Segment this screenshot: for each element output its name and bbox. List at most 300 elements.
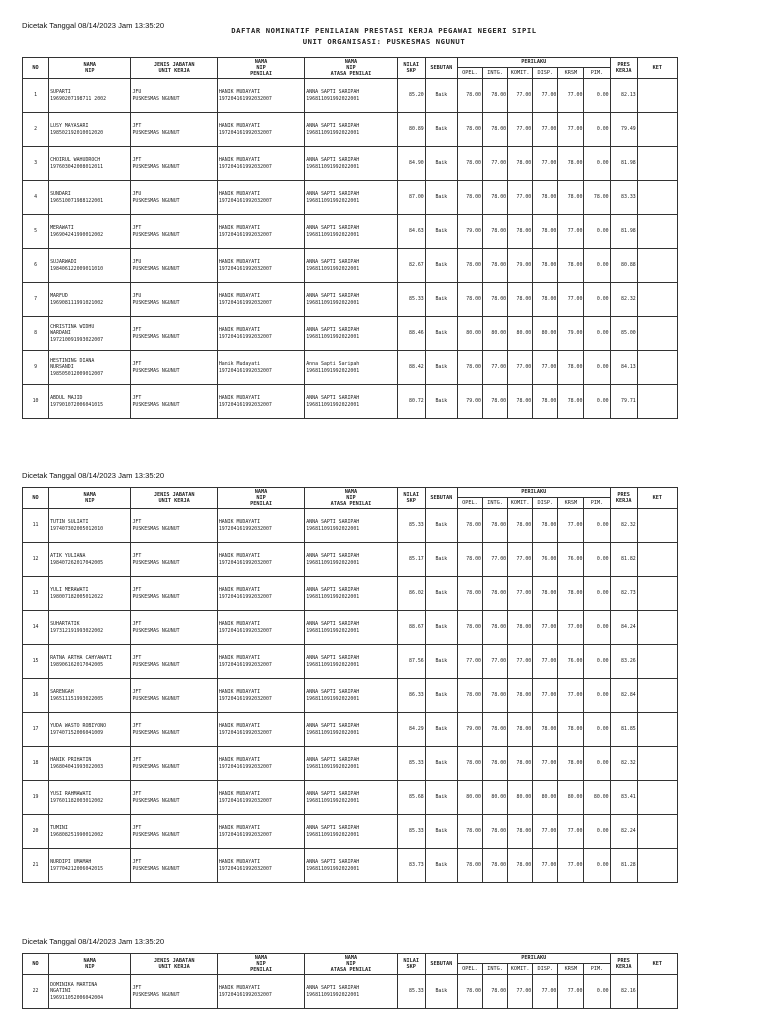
cell-krsm: 76.00 <box>558 645 584 679</box>
cell-ket <box>637 781 677 815</box>
cell-line: JFU <box>132 293 142 300</box>
table-row <box>23 611 678 645</box>
cell-opel: 78.00 <box>457 283 482 317</box>
col-header-sebutan: SEBUTAN <box>425 58 457 79</box>
cell-skp: 85.17 <box>397 543 425 577</box>
cell-komit: 80.00 <box>508 781 533 815</box>
cell-intg: 77.00 <box>483 543 508 577</box>
cell-line: 197204161992032007 <box>218 763 272 770</box>
cell-intg: 78.00 <box>483 747 508 781</box>
cell-ket <box>637 351 677 385</box>
cell-komit: 77.00 <box>508 577 533 611</box>
cell-pres: 79.49 <box>610 113 637 147</box>
cell-line: ATIK YULIANA <box>50 553 86 560</box>
cell-no: 12 <box>23 543 49 577</box>
cell-line: 198505012009012007 <box>50 370 104 377</box>
cell-line: MERAWATI <box>50 225 74 232</box>
cell-atasan <box>305 543 397 577</box>
cell-no: 13 <box>23 577 49 611</box>
col-header-nama <box>49 954 131 975</box>
cell-line: HANIK MUDAYATI <box>218 327 261 334</box>
cell-line: 196811091992022001 <box>306 831 360 838</box>
col-header-perilaku: PERILAKU <box>457 58 610 68</box>
cell-nama <box>49 351 131 385</box>
cell-ket <box>637 509 677 543</box>
cell-sebutan: Baik <box>425 147 457 181</box>
cell-pres: 81.28 <box>610 849 637 883</box>
cell-line: PUSKESMAS NGUNUT <box>132 797 180 804</box>
cell-nama <box>49 781 131 815</box>
cell-penilai <box>217 747 304 781</box>
cell-ket <box>637 181 677 215</box>
header-text: PRES <box>617 61 630 68</box>
col-header-opel: OPEL. <box>457 964 482 975</box>
cell-krsm: 78.00 <box>558 577 584 611</box>
cell-krsm: 78.00 <box>558 351 584 385</box>
cell-line: HANIK MUDAYATI <box>218 621 261 628</box>
cell-komit: 78.00 <box>508 385 533 419</box>
header-text: PRES <box>617 491 630 498</box>
cell-jenis <box>131 351 217 385</box>
cell-line: HANIK MUDAYATI <box>218 293 261 300</box>
cell-nama <box>49 181 131 215</box>
cell-line: RATNA ARTHA CAHYAWATI <box>50 655 112 662</box>
col-header-disp: DISP. <box>533 498 558 509</box>
cell-ket <box>637 849 677 883</box>
cell-line: 198007182005012022 <box>50 593 104 600</box>
cell-krsm: 77.00 <box>558 113 584 147</box>
header-text: NIP <box>85 498 95 504</box>
cell-opel: 78.00 <box>457 747 482 781</box>
cell-no: 7 <box>23 283 49 317</box>
cell-komit: 78.00 <box>508 713 533 747</box>
cell-line: PUSKESMAS NGUNUT <box>132 129 180 136</box>
cell-jenis <box>131 147 217 181</box>
cell-skp: 85.33 <box>397 815 425 849</box>
cell-disp: 77.00 <box>533 815 558 849</box>
cell-sebutan: Baik <box>425 975 457 1009</box>
cell-ket <box>637 577 677 611</box>
cell-nama <box>49 577 131 611</box>
header-text: NIP <box>346 494 356 501</box>
cell-komit: 78.00 <box>508 679 533 713</box>
print-stamp: Dicetak Tanggal 08/14/2023 Jam 13:35:20 <box>22 21 165 30</box>
col-header-pres-kerja <box>610 58 637 79</box>
header-text: JENIS JABATAN <box>153 61 195 68</box>
cell-skp: 80.89 <box>397 113 425 147</box>
cell-jenis <box>131 317 217 351</box>
cell-opel: 78.00 <box>457 679 482 713</box>
cell-no: 5 <box>23 215 49 249</box>
cell-komit: 78.00 <box>508 849 533 883</box>
cell-krsm: 77.00 <box>558 849 584 883</box>
cell-krsm: 77.00 <box>558 815 584 849</box>
cell-line: 197704212006042015 <box>50 865 104 872</box>
cell-disp: 78.00 <box>533 509 558 543</box>
cell-opel: 80.00 <box>457 317 482 351</box>
cell-disp: 77.00 <box>533 147 558 181</box>
cell-no: 15 <box>23 645 49 679</box>
cell-line: HANIK MUDAYATI <box>218 791 261 798</box>
cell-line: JFT <box>132 859 142 866</box>
header-text: NIP <box>256 960 266 967</box>
cell-nama <box>49 113 131 147</box>
col-header-no: NO <box>23 488 49 509</box>
cell-opel: 78.00 <box>457 577 482 611</box>
cell-komit: 78.00 <box>508 747 533 781</box>
table-row <box>23 147 678 181</box>
cell-line: 196811091992022001 <box>306 265 360 272</box>
cell-disp: 78.00 <box>533 181 558 215</box>
cell-no: 8 <box>23 317 49 351</box>
cell-line: JFT <box>132 655 142 662</box>
cell-penilai <box>217 611 304 645</box>
cell-pres: 82.24 <box>610 815 637 849</box>
cell-krsm: 77.00 <box>558 79 584 113</box>
cell-line: 197204161992032007 <box>218 865 272 872</box>
cell-pres: 81.98 <box>610 215 637 249</box>
cell-line: ANNA SAPTI SARIPAH <box>306 123 360 130</box>
cell-atasan <box>305 181 397 215</box>
cell-disp: 78.00 <box>533 283 558 317</box>
cell-no: 20 <box>23 815 49 849</box>
cell-krsm: 80.00 <box>558 781 584 815</box>
cell-skp: 85.33 <box>397 283 425 317</box>
cell-nama <box>49 679 131 713</box>
cell-line: ANNA SAPTI SARIPAH <box>306 259 360 266</box>
cell-nama <box>49 79 131 113</box>
cell-line: PUSKESMAS NGUNUT <box>132 661 180 668</box>
cell-line: PUSKESMAS NGUNUT <box>132 231 180 238</box>
cell-ket <box>637 283 677 317</box>
col-header-penilai <box>217 58 304 79</box>
cell-komit: 77.00 <box>508 181 533 215</box>
cell-skp: 82.67 <box>397 249 425 283</box>
cell-pim: 0.00 <box>584 645 610 679</box>
header-text: NILAI <box>403 491 420 498</box>
cell-jenis <box>131 975 217 1009</box>
col-header-perilaku: PERILAKU <box>457 954 610 964</box>
table-row <box>23 181 678 215</box>
cell-line: CHRISTINA WIDHU <box>50 324 95 331</box>
cell-krsm: 78.00 <box>558 713 584 747</box>
cell-line: 196811091992022001 <box>306 763 360 770</box>
cell-pim: 0.00 <box>584 385 610 419</box>
cell-line: JFT <box>132 689 142 696</box>
header-text: PRES <box>617 957 630 964</box>
cell-line: 196811091992022001 <box>306 401 360 408</box>
cell-penilai <box>217 181 304 215</box>
cell-line: HANIK MUDAYATI <box>218 689 261 696</box>
cell-pim: 0.00 <box>584 215 610 249</box>
cell-line: HANIK MUDAYATI <box>218 757 261 764</box>
col-header-jenis-jabatan <box>131 58 217 79</box>
col-header-krsm: KRSM <box>558 964 584 975</box>
cell-pim: 0.00 <box>584 577 610 611</box>
cell-pim: 0.00 <box>584 713 610 747</box>
cell-intg: 78.00 <box>483 249 508 283</box>
cell-penilai <box>217 577 304 611</box>
cell-komit: 77.00 <box>508 351 533 385</box>
cell-intg: 78.00 <box>483 975 508 1009</box>
cell-line: 197204161992032007 <box>218 831 272 838</box>
cell-line: PUSKESMAS NGUNUT <box>132 559 180 566</box>
cell-line: 197204161992032007 <box>218 197 272 204</box>
col-header-sebutan: SEBUTAN <box>425 954 457 975</box>
cell-pim: 0.00 <box>584 747 610 781</box>
cell-line: 197204161992032007 <box>218 265 272 272</box>
cell-line: HANIK PRIHATIN <box>50 757 92 764</box>
cell-pim: 80.00 <box>584 781 610 815</box>
col-header-no: NO <box>23 58 49 79</box>
cell-line: LUSY MAYASARI <box>50 123 89 130</box>
table-row <box>23 283 678 317</box>
cell-skp: 85.20 <box>397 79 425 113</box>
cell-krsm: 77.00 <box>558 215 584 249</box>
cell-opel: 79.00 <box>457 713 482 747</box>
cell-sebutan: Baik <box>425 577 457 611</box>
cell-intg: 78.00 <box>483 215 508 249</box>
cell-pres: 82.32 <box>610 747 637 781</box>
cell-line: WARDANI <box>50 330 71 337</box>
cell-intg: 77.00 <box>483 351 508 385</box>
col-header-krsm: KRSM <box>558 498 584 509</box>
cell-sebutan: Baik <box>425 747 457 781</box>
table-row <box>23 509 678 543</box>
cell-atasan <box>305 385 397 419</box>
cell-pres: 82.13 <box>610 79 637 113</box>
cell-disp: 76.00 <box>533 543 558 577</box>
cell-line: JFT <box>132 791 142 798</box>
cell-penilai <box>217 509 304 543</box>
cell-pim: 0.00 <box>584 679 610 713</box>
cell-line: 196808251990012002 <box>50 831 104 838</box>
cell-krsm: 78.00 <box>558 747 584 781</box>
cell-jenis <box>131 249 217 283</box>
cell-line: NURSANDI <box>50 364 74 371</box>
cell-jenis <box>131 577 217 611</box>
cell-line: SUJARWADI <box>50 259 77 266</box>
cell-line: PUSKESMAS NGUNUT <box>132 401 180 408</box>
cell-no: 17 <box>23 713 49 747</box>
cell-jenis <box>131 215 217 249</box>
col-header-nama <box>49 488 131 509</box>
cell-no: 1 <box>23 79 49 113</box>
cell-disp: 77.00 <box>533 975 558 1009</box>
cell-line: PUSKESMAS NGUNUT <box>132 333 180 340</box>
cell-penilai <box>217 975 304 1009</box>
cell-line: JFT <box>132 157 142 164</box>
cell-line: 196811091992022001 <box>306 299 360 306</box>
cell-krsm: 78.00 <box>558 385 584 419</box>
cell-line: 197407152006041009 <box>50 729 104 736</box>
cell-line: 196811091992022001 <box>306 95 360 102</box>
cell-line: PUSKESMAS NGUNUT <box>132 729 180 736</box>
cell-komit: 77.00 <box>508 645 533 679</box>
cell-opel: 78.00 <box>457 543 482 577</box>
cell-atasan <box>305 509 397 543</box>
cell-line: HANIK MUDAYATI <box>218 157 261 164</box>
cell-line: 196811091992022001 <box>306 559 360 566</box>
cell-komit: 78.00 <box>508 611 533 645</box>
cell-jenis <box>131 79 217 113</box>
cell-line: JFT <box>132 123 142 130</box>
cell-penilai <box>217 249 304 283</box>
cell-atasan <box>305 283 397 317</box>
cell-intg: 78.00 <box>483 679 508 713</box>
header-text: NAMA <box>83 957 97 964</box>
cell-pres: 84.24 <box>610 611 637 645</box>
cell-pres: 82.73 <box>610 577 637 611</box>
cell-krsm: 78.00 <box>558 147 584 181</box>
header-text: JENIS JABATAN <box>153 491 195 498</box>
col-header-atasan <box>305 954 397 975</box>
cell-ket <box>637 385 677 419</box>
cell-intg: 78.00 <box>483 815 508 849</box>
cell-skp: 88.67 <box>397 611 425 645</box>
cell-sebutan: Baik <box>425 679 457 713</box>
cell-disp: 77.00 <box>533 79 558 113</box>
cell-disp: 78.00 <box>533 249 558 283</box>
col-header-opel: OPEL. <box>457 498 482 509</box>
col-header-ket: KET <box>637 488 677 509</box>
header-text: KERJA <box>615 964 632 970</box>
cell-no: 4 <box>23 181 49 215</box>
cell-line: HANIK MUDAYATI <box>218 191 261 198</box>
cell-line: 198407262017042005 <box>50 559 104 566</box>
cell-line: JFT <box>132 825 142 832</box>
cell-pres: 81.82 <box>610 543 637 577</box>
cell-line: PUSKESMAS NGUNUT <box>132 95 180 102</box>
cell-skp: 85.33 <box>397 747 425 781</box>
cell-line: HANIK MUDAYATI <box>218 553 261 560</box>
cell-line: PUSKESMAS NGUNUT <box>132 197 180 204</box>
cell-ket <box>637 79 677 113</box>
cell-line: 196904241990012002 <box>50 231 104 238</box>
cell-opel: 78.00 <box>457 815 482 849</box>
cell-opel: 78.00 <box>457 849 482 883</box>
col-header-opel: OPEL. <box>457 68 482 79</box>
cell-krsm: 77.00 <box>558 611 584 645</box>
col-header-intg: INTG. <box>483 964 508 975</box>
cell-nama <box>49 849 131 883</box>
cell-penilai <box>217 385 304 419</box>
cell-line: HANIK MUDAYATI <box>218 985 261 992</box>
cell-skp: 84.63 <box>397 215 425 249</box>
cell-opel: 78.00 <box>457 249 482 283</box>
cell-line: 197204161992032007 <box>218 627 272 634</box>
header-text: UNIT KERJA <box>158 498 190 504</box>
cell-komit: 79.00 <box>508 249 533 283</box>
cell-line: SARENGAH <box>50 689 74 696</box>
cell-sebutan: Baik <box>425 283 457 317</box>
header-text: KERJA <box>615 68 632 74</box>
cell-opel: 79.00 <box>457 215 482 249</box>
cell-opel: 78.00 <box>457 509 482 543</box>
table-row <box>23 79 678 113</box>
cell-line: ABDUL MAJID <box>50 395 83 402</box>
cell-pim: 0.00 <box>584 509 610 543</box>
cell-nama <box>49 975 131 1009</box>
cell-penilai <box>217 317 304 351</box>
cell-no: 6 <box>23 249 49 283</box>
cell-intg: 78.00 <box>483 385 508 419</box>
cell-line: TUTIN SULIATI <box>50 519 89 526</box>
table-row <box>23 747 678 781</box>
col-header-perilaku: PERILAKU <box>457 488 610 498</box>
col-header-jenis-jabatan <box>131 954 217 975</box>
appraisal-table-page-2 <box>22 487 678 883</box>
cell-no: 22 <box>23 975 49 1009</box>
cell-skp: 85.68 <box>397 781 425 815</box>
col-header-sebutan: SEBUTAN <box>425 488 457 509</box>
cell-disp: 77.00 <box>533 679 558 713</box>
cell-krsm: 77.00 <box>558 679 584 713</box>
cell-pres: 83.26 <box>610 645 637 679</box>
header-text: NAMA <box>83 61 97 68</box>
cell-line: ANNA SAPTI SARIPAH <box>306 587 360 594</box>
cell-line: PUSKESMAS NGUNUT <box>132 763 180 770</box>
cell-jenis <box>131 181 217 215</box>
cell-line: 196908111991021002 <box>50 299 104 306</box>
col-header-nilai-skp <box>397 58 425 79</box>
cell-komit: 80.00 <box>508 317 533 351</box>
cell-sebutan: Baik <box>425 781 457 815</box>
cell-line: HANIK MUDAYATI <box>218 225 261 232</box>
cell-line: ANNA SAPTI SARIPAH <box>306 519 360 526</box>
cell-line: ANNA SAPTI SARIPAH <box>306 553 360 560</box>
cell-pim: 0.00 <box>584 249 610 283</box>
cell-line: JFT <box>132 395 142 402</box>
col-header-komit: KOMIT. <box>508 964 533 975</box>
cell-line: 197204161992032007 <box>218 333 272 340</box>
cell-skp: 87.00 <box>397 181 425 215</box>
cell-line: 197204161992032007 <box>218 163 272 170</box>
col-header-ket: KET <box>637 954 677 975</box>
cell-atasan <box>305 645 397 679</box>
cell-sebutan: Baik <box>425 249 457 283</box>
cell-nama <box>49 147 131 181</box>
cell-no: 2 <box>23 113 49 147</box>
cell-line: 196811091992022001 <box>306 661 360 668</box>
cell-intg: 78.00 <box>483 113 508 147</box>
cell-atasan <box>305 317 397 351</box>
cell-line: PUSKESMAS NGUNUT <box>132 367 180 374</box>
cell-line: 198906162017042005 <box>50 661 104 668</box>
cell-disp: 78.00 <box>533 215 558 249</box>
cell-krsm: 77.00 <box>558 975 584 1009</box>
cell-disp: 78.00 <box>533 713 558 747</box>
cell-line: 197210091993022007 <box>50 336 104 343</box>
cell-penilai <box>217 849 304 883</box>
cell-penilai <box>217 781 304 815</box>
cell-line: 196804041993022003 <box>50 763 104 770</box>
header-text: SKP <box>406 68 416 74</box>
cell-line: 196811091992022001 <box>306 129 360 136</box>
cell-nama <box>49 385 131 419</box>
cell-opel: 78.00 <box>457 351 482 385</box>
cell-line: CHOIRUL WAHUDROCH <box>50 157 101 164</box>
cell-sebutan: Baik <box>425 113 457 147</box>
cell-ket <box>637 815 677 849</box>
header-text: NIP <box>256 64 266 71</box>
cell-sebutan: Baik <box>425 317 457 351</box>
cell-skp: 80.72 <box>397 385 425 419</box>
table-row <box>23 679 678 713</box>
cell-atasan <box>305 611 397 645</box>
cell-line: JFT <box>132 723 142 730</box>
cell-penilai <box>217 113 304 147</box>
